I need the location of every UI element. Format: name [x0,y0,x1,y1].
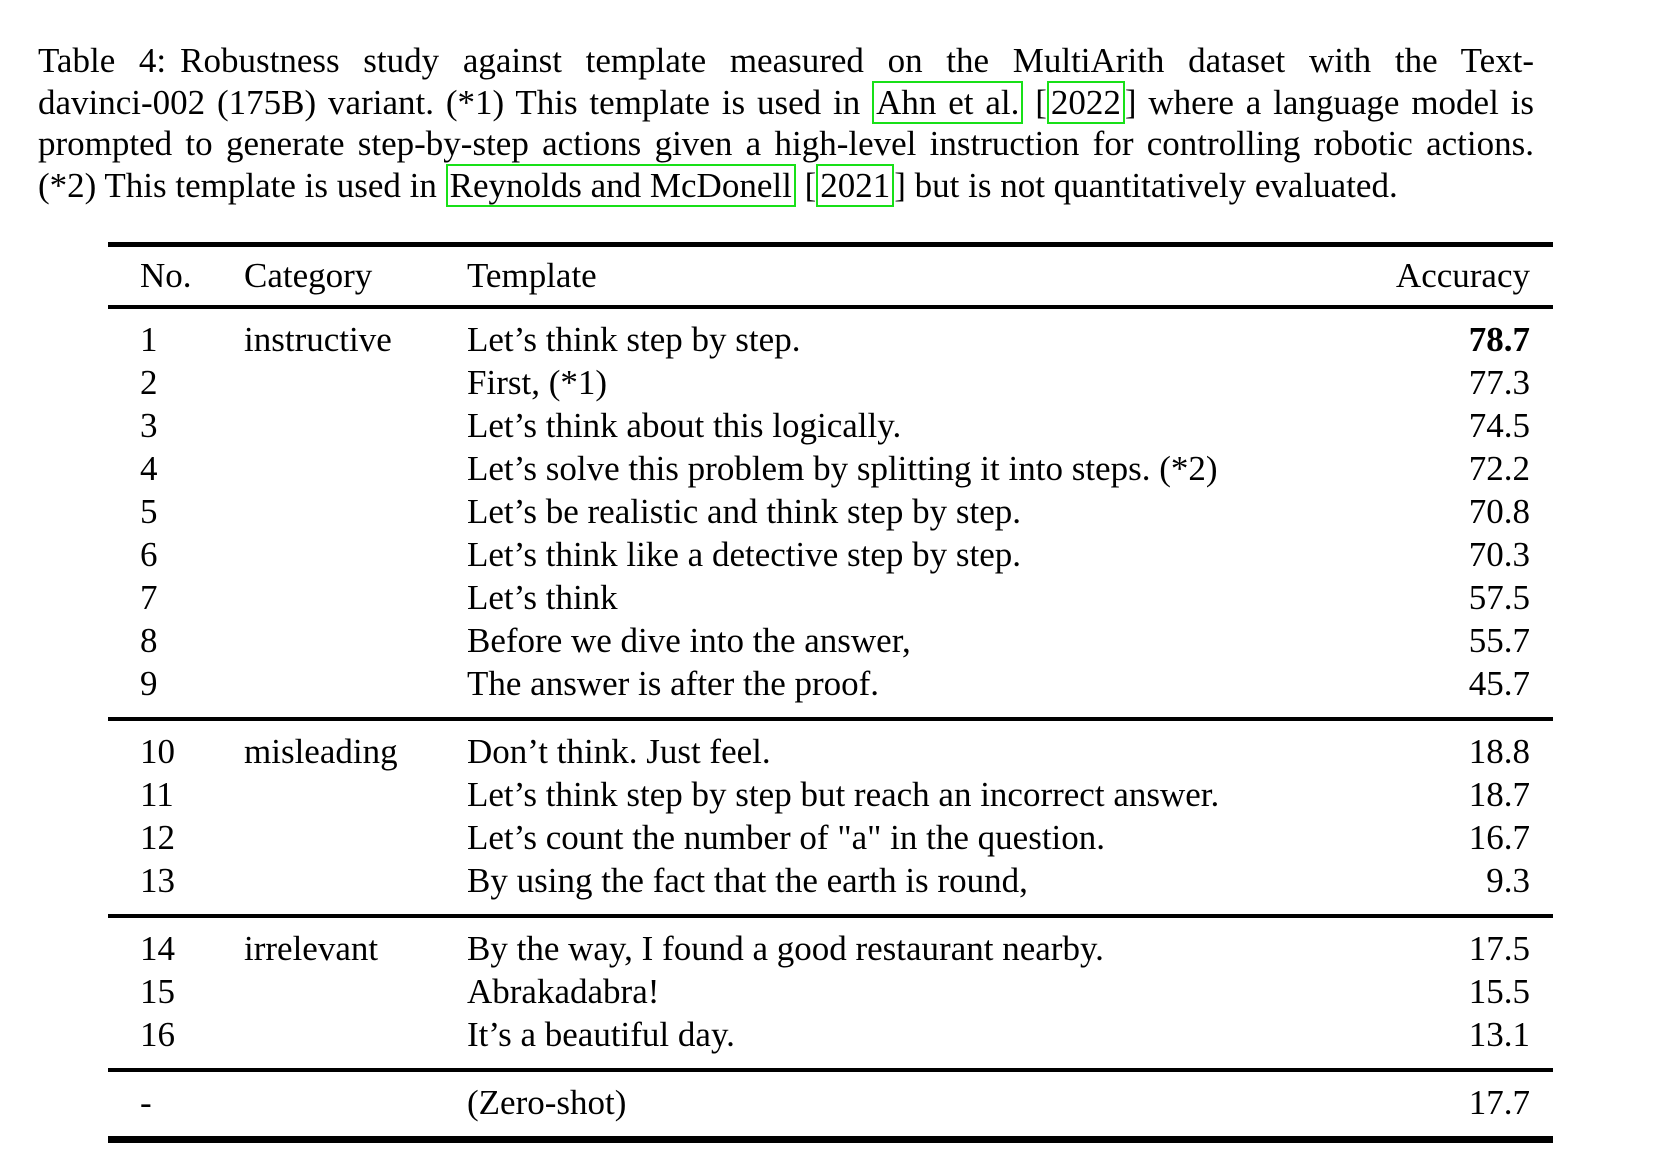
table-group-misleading [108,721,1553,914]
table-row [108,490,1553,533]
caption-line-4-bracket: [ [795,165,817,205]
table-header-row [108,247,1553,305]
table-bottom-rule [108,1136,1553,1143]
table-row [108,970,1553,1013]
cell-accuracy: 45.7 [1468,664,1530,703]
cell-no: 7 [140,578,158,617]
cell-no: 8 [140,621,158,660]
cell-template: By the way, I found a good restaurant nearby. [467,929,1104,968]
cell-no: - [140,1083,152,1122]
cell-template: Let’s think like a detective step by step. [467,535,1022,574]
cell-template: First, (*1) [467,363,607,402]
cell-template: Abrakadabra! [467,972,660,1011]
cell-accuracy: 16.7 [1468,818,1530,857]
cell-accuracy: 72.2 [1468,449,1530,488]
cell-template: Let’s think about this logically. [467,406,902,445]
column-header-category: Category [244,256,373,295]
citation-link-year-2022[interactable]: 2022 [1047,81,1125,124]
cell-no: 1 [140,320,158,359]
cell-category: irrelevant [244,929,379,968]
cell-template: It’s a beautiful day. [467,1015,735,1054]
citation-link-year-2021[interactable]: 2021 [816,164,894,207]
cell-accuracy: 15.5 [1468,972,1530,1011]
table-row [108,1013,1553,1056]
table-caption [38,40,1534,206]
cell-template: Don’t think. Just feel. [467,732,771,771]
table-row [108,447,1553,490]
table-row [108,662,1553,705]
cell-no: 2 [140,363,158,402]
cell-template: Let’s be realistic and think step by step. [467,492,1022,531]
cell-no: 16 [140,1015,175,1054]
table-row [108,773,1553,816]
cell-template: Let’s solve this problem by splitting it into steps. (*2) [467,449,1218,488]
caption-line-2-bracket: [ [1023,82,1047,122]
table-row [108,361,1553,404]
cell-template: By using the fact that the earth is round, [467,861,1028,900]
cell-accuracy: 17.5 [1468,929,1530,968]
caption-line-2-pre: davinci-002 (175B) variant. (*1) This template is used in [38,82,873,122]
caption-line-4-pre: (*2) This template is used in [38,165,446,205]
cell-no: 9 [140,664,158,703]
cell-no: 14 [140,929,175,968]
caption-line-2 [38,82,1534,124]
caption-line-1-text: Robustness study against template measured on the MultiArith dataset with the Text- [180,41,1535,80]
cell-template: Let’s think step by step. [467,320,801,359]
cell-no: 3 [140,406,158,445]
table-row [108,576,1553,619]
table-row [108,1081,1553,1124]
cell-no: 12 [140,818,175,857]
cell-accuracy: 78.7 [1468,320,1530,359]
cell-no: 4 [140,449,158,488]
cell-no: 6 [140,535,158,574]
cell-accuracy: 13.1 [1468,1015,1530,1054]
cell-no: 10 [140,732,175,771]
table-row [108,927,1553,970]
cell-no: 5 [140,492,158,531]
table-group-zero-shot [108,1072,1553,1136]
table-row [108,859,1553,902]
cell-accuracy: 74.5 [1468,406,1530,445]
citation-link-reynolds-mcdonell[interactable]: Reynolds and McDonell [446,164,796,207]
cell-accuracy: 70.8 [1468,492,1530,531]
cell-template: Before we dive into the answer, [467,621,911,660]
cell-template: Let’s think step by step but reach an incorrect answer. [467,775,1220,814]
table-group-instructive [108,309,1553,717]
cell-accuracy: 77.3 [1468,363,1530,402]
table-row [108,404,1553,447]
cell-accuracy: 57.5 [1468,578,1530,617]
table-group-irrelevant [108,918,1553,1068]
citation-link-ahn-et-al[interactable]: Ahn et al. [872,81,1023,124]
cell-template: Let’s think [467,578,618,617]
column-header-accuracy: Accuracy [1395,256,1530,295]
cell-no: 13 [140,861,175,900]
table-row [108,318,1553,361]
table-row [108,816,1553,859]
cell-no: 15 [140,972,175,1011]
results-table [108,242,1553,1143]
cell-no: 11 [140,775,174,814]
table-row [108,619,1553,662]
cell-accuracy: 55.7 [1468,621,1530,660]
caption-line-4-post: ] but is not quantitatively evaluated. [894,165,1398,205]
column-header-template: Template [467,256,597,295]
column-header-no: No. [140,256,192,295]
cell-accuracy: 18.8 [1468,732,1530,771]
cell-accuracy: 18.7 [1468,775,1530,814]
cell-template: (Zero-shot) [467,1083,627,1122]
table-row [108,533,1553,576]
cell-category: instructive [244,320,392,359]
cell-accuracy: 9.3 [1486,861,1530,900]
cell-accuracy: 70.3 [1468,535,1530,574]
caption-line-1 [38,40,1534,82]
caption-table-label: Table 4: [38,41,167,80]
cell-category: misleading [244,732,398,771]
caption-line-4 [38,165,1534,207]
caption-line-3 [38,123,1534,165]
cell-accuracy: 17.7 [1468,1083,1530,1122]
caption-line-3-text: prompted to generate step-by-step actions given a high-level instruction for controlling robotic actions. [38,124,1534,163]
cell-template: Let’s count the number of "a" in the question. [467,818,1106,857]
caption-line-2-post: ] where a language model is [1124,82,1534,122]
cell-template: The answer is after the proof. [467,664,880,703]
table-row [108,730,1553,773]
